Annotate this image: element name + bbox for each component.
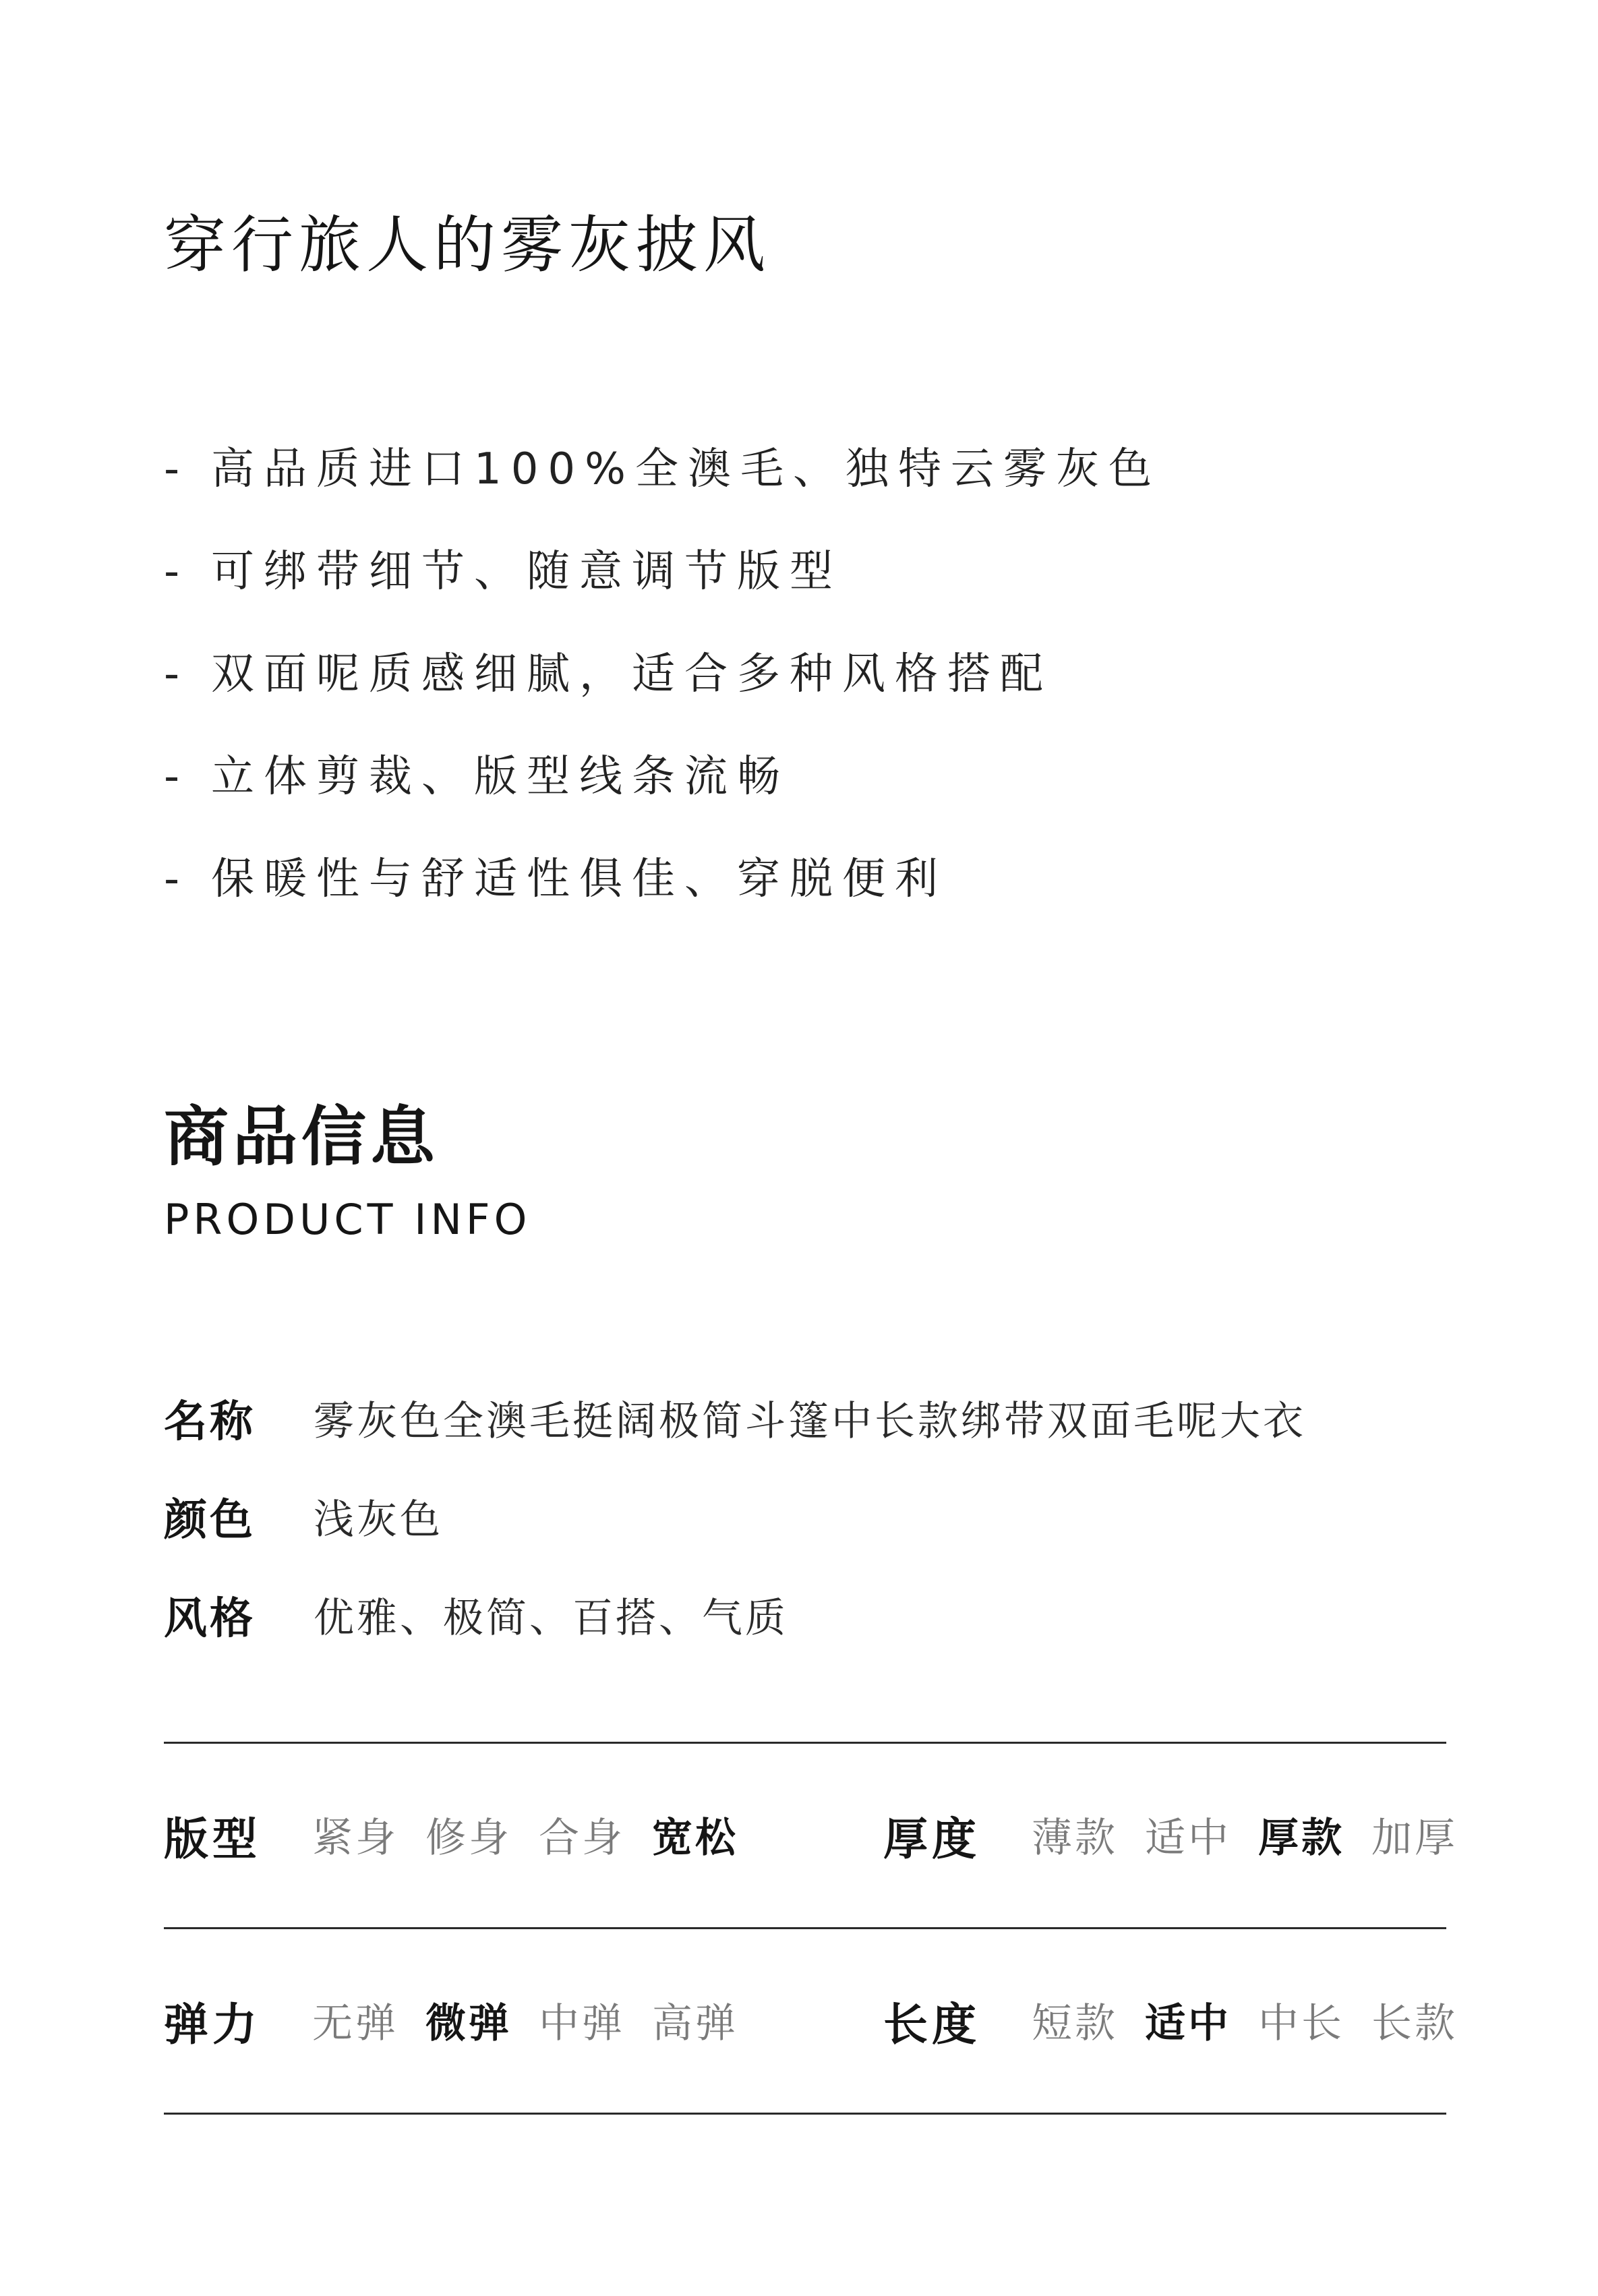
feature-dash: - xyxy=(164,444,189,494)
attribute-label: 弹力 xyxy=(164,1998,261,2051)
feature-item xyxy=(164,726,1161,828)
attribute-row xyxy=(164,1744,1458,1926)
section-title: 商品信息 xyxy=(164,1099,439,1175)
section-subtitle: PRODUCT INFO xyxy=(164,1195,531,1244)
feature-text: 双面呢质感细腻，适合多种风格搭配 xyxy=(211,649,1053,699)
info-label: 颜色 xyxy=(164,1496,256,1546)
feature-list xyxy=(164,418,1161,931)
info-row-color xyxy=(164,1467,1306,1566)
attribute-option: 中长 xyxy=(1258,2000,1344,2047)
divider xyxy=(164,2113,1446,2115)
info-row-name xyxy=(164,1369,1306,1467)
feature-dash: - xyxy=(164,649,189,699)
attribute-option: 适中 xyxy=(1145,2000,1231,2047)
feature-item xyxy=(164,521,1161,623)
info-value: 浅灰色 xyxy=(314,1496,443,1543)
feature-text: 可绑带细节、随意调节版型 xyxy=(211,547,842,597)
product-title: 穿行旅人的雾灰披风 xyxy=(164,209,771,281)
attribute-thickness xyxy=(883,1744,1485,1926)
attribute-option: 宽松 xyxy=(652,1815,738,1862)
info-label: 风格 xyxy=(164,1594,256,1644)
attribute-option: 紧身 xyxy=(312,1815,398,1862)
feature-text: 高品质进口100%全澳毛、独特云雾灰色 xyxy=(211,444,1161,494)
attribute-option: 薄款 xyxy=(1032,1815,1118,1862)
attribute-label: 长度 xyxy=(883,1998,980,2051)
feature-item xyxy=(164,418,1161,521)
feature-dash: - xyxy=(164,854,189,904)
feature-item xyxy=(164,623,1161,726)
info-list xyxy=(164,1369,1306,1664)
attribute-option: 长款 xyxy=(1371,2000,1458,2047)
attribute-label: 厚度 xyxy=(883,1813,980,1865)
attribute-option: 合身 xyxy=(539,1815,625,1862)
attribute-row xyxy=(164,1929,1458,2111)
attribute-label: 版型 xyxy=(164,1813,261,1865)
info-value: 优雅、极简、百搭、气质 xyxy=(314,1595,788,1642)
feature-text: 立体剪裁、版型线条流畅 xyxy=(211,752,790,802)
info-row-style xyxy=(164,1566,1306,1664)
info-value: 雾灰色全澳毛挺阔极简斗篷中长款绑带双面毛呢大衣 xyxy=(314,1398,1306,1445)
feature-text: 保暖性与舒适性俱佳、穿脱便利 xyxy=(211,854,947,904)
attribute-option: 中弹 xyxy=(539,2000,625,2047)
attribute-elasticity xyxy=(164,1929,765,2111)
attribute-option: 修身 xyxy=(425,1815,512,1862)
feature-dash: - xyxy=(164,752,189,802)
attribute-option: 高弹 xyxy=(652,2000,738,2047)
attribute-option: 加厚 xyxy=(1371,1815,1458,1862)
feature-item xyxy=(164,828,1161,931)
attribute-fit xyxy=(164,1744,765,1926)
feature-dash: - xyxy=(164,547,189,597)
attribute-option: 适中 xyxy=(1145,1815,1231,1862)
attribute-option: 无弹 xyxy=(312,2000,398,2047)
attribute-option: 厚款 xyxy=(1258,1815,1344,1862)
info-label: 名称 xyxy=(164,1397,256,1447)
attribute-option: 微弹 xyxy=(425,2000,512,2047)
attribute-option: 短款 xyxy=(1032,2000,1118,2047)
attribute-length xyxy=(883,1929,1485,2111)
